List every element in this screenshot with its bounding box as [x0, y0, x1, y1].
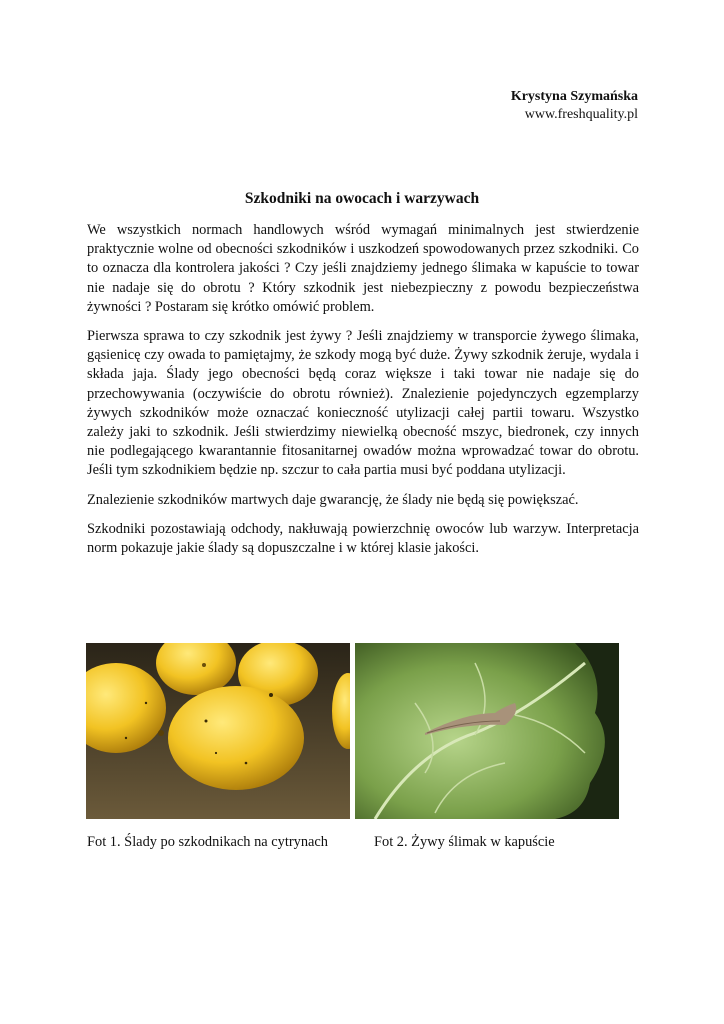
- photo-caption: Fot 1. Ślady po szkodnikach na cytrynach: [87, 834, 328, 850]
- paragraph: Szkodniki pozostawiają odchody, nakłuwają powierzchnię owoców lub warzyw. Interpretacja norm pokazuje jakie ślady są dopuszczalne i w której klasie jakości.: [87, 520, 639, 557]
- paragraph: We wszystkich normach handlowych wśród wymagań minimalnych jest stwierdzenie praktycznie wolne od obecności szkodników i uszkodzeń spowodowanych przez szkodniki. Co to oznacza dla kontrolera jakości ? Czy jeśli znajdziemy jednego ślimaka w kapuście to towar nie nadaje się do obrotu ? Który szkodnik jest niebezpieczny z powodu bezpieczeństwa żywności ? Postaram się krótko omówić problem.: [87, 222, 639, 315]
- document-header: [511, 88, 638, 124]
- cabbage-slug-photo: [355, 643, 619, 819]
- article-body: [87, 221, 639, 568]
- author-name: Krystyna Szymańska: [510, 89, 638, 104]
- paragraph: Pierwsza sprawa to czy szkodnik jest żywy ? Jeśli znajdziemy w transporcie żywego ślimaka, gąsienicę czy owada to pamiętajmy, że szkody mogą być duże. Żywy szkodnik żeruje, wydala i składa jaja. Ślady jego obecności będą coraz większe i taki towar nie nadaje się do przechowywania (oczywiście do obrotu również). Znalezienie pojedynczych egzemplarzy żywych szkodników może oznaczać konieczność utylizacji całej partii towaru. Wszystko zależy jaki to szkodnik. Jeśli stwierdzimy niewielką obecność mszyc, biedronek, czy innych nie podlegającego kwarantannie fitosanitarnej owadów można wprowadzać towar do obrotu. Jeśli tym szkodnikiem będzie np. szczur to cała partia musi być poddana utylizacji.: [87, 328, 639, 479]
- website-text: www.freshquality.pl: [524, 107, 638, 122]
- photo-caption: Fot 2. Żywy ślimak w kapuście: [374, 834, 555, 850]
- paragraph: Znalezienie szkodników martwych daje gwarancję, że ślady nie będą się powiększać.: [87, 491, 579, 508]
- lemons-photo: [86, 643, 350, 819]
- page-title: Szkodniki na owocach i warzywach: [244, 190, 480, 207]
